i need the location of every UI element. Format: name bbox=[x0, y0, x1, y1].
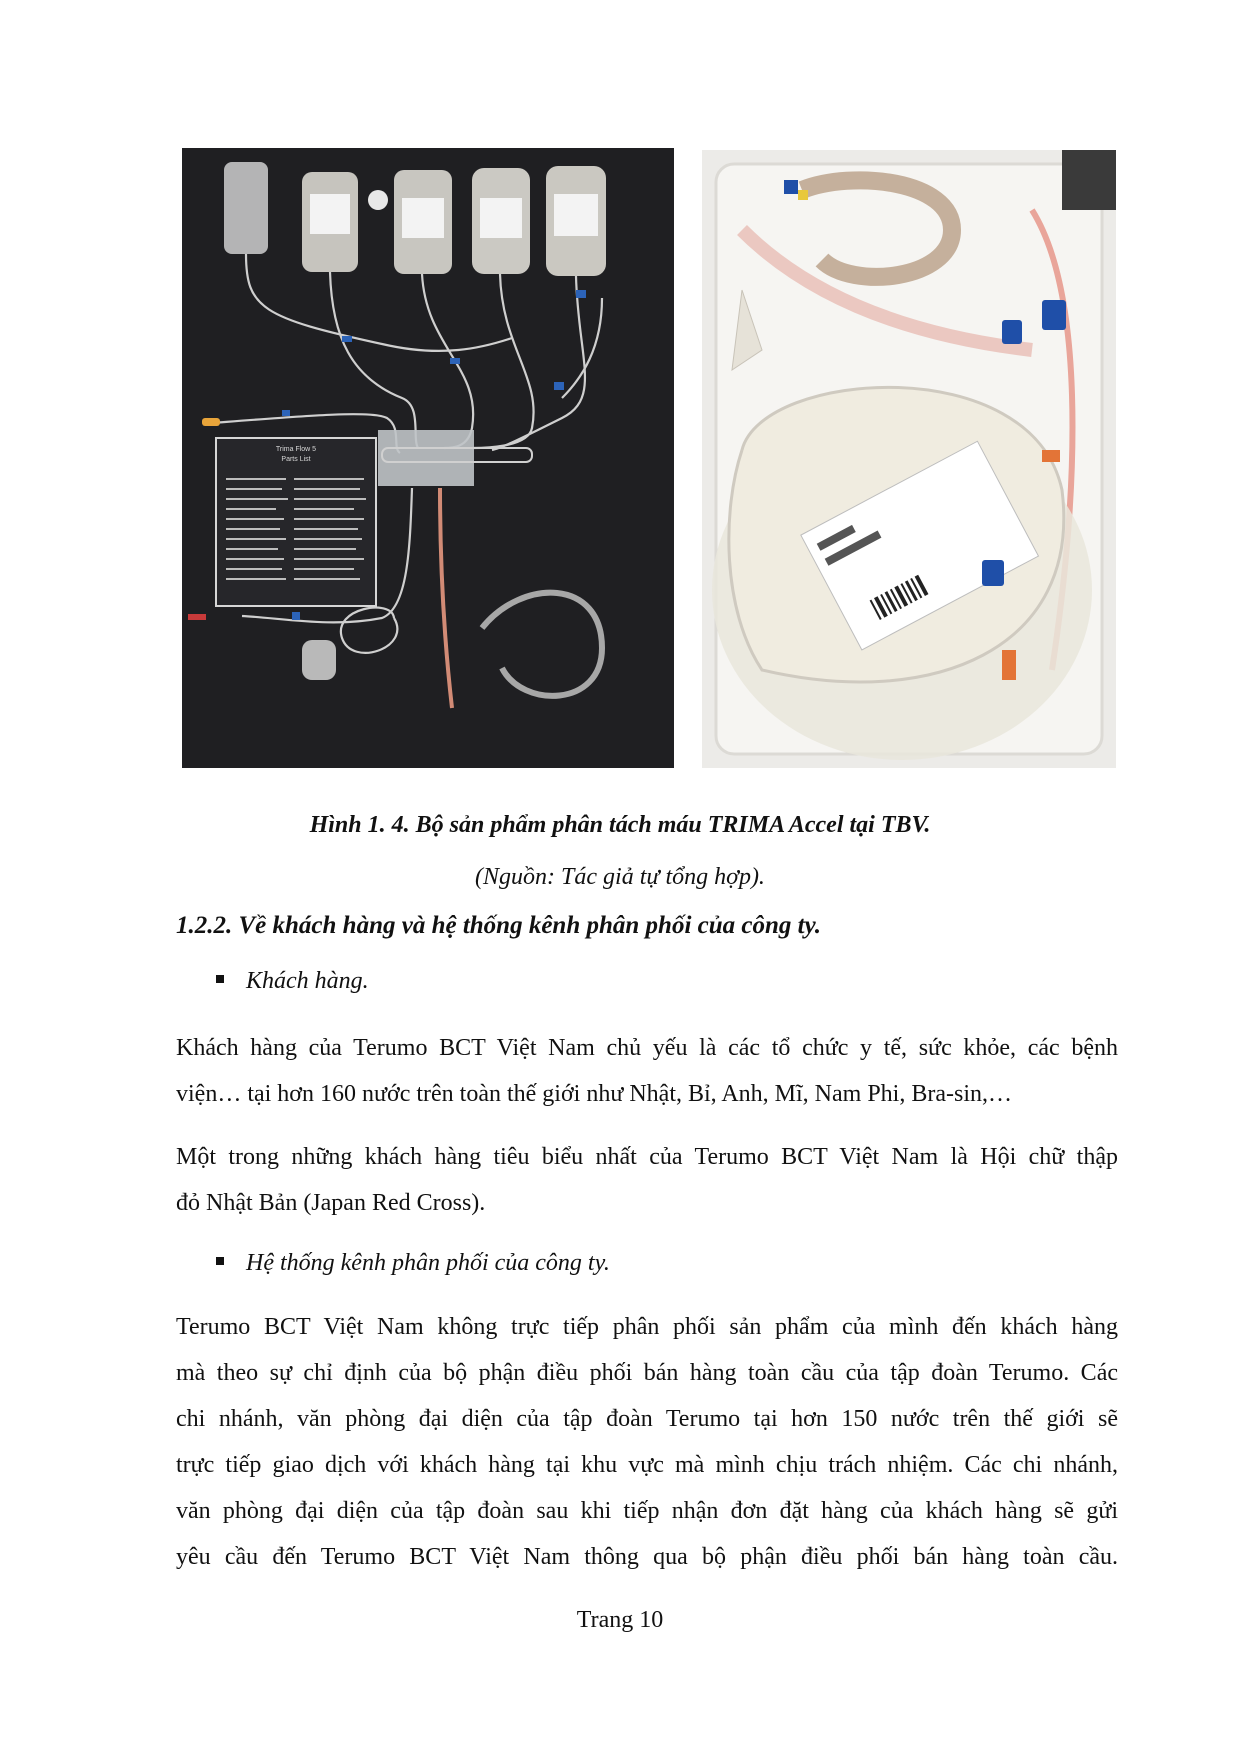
trima-set-board-photo bbox=[182, 148, 674, 768]
figure-caption: Hình 1. 4. Bộ sản phẩm phân tách máu TRIMA Accel tại TBV. bbox=[309, 812, 931, 838]
bullet-distribution-channels bbox=[216, 1250, 610, 1277]
paragraph-key-customer bbox=[176, 1134, 1118, 1226]
parts-list-card-title: Trima Flow 5 bbox=[275, 446, 317, 453]
paragraph-line: văn phòng đại diện của tập đoàn sau khi tiếp nhận đơn đặt hàng của khách hàng sẽ gửi bbox=[176, 1498, 1118, 1524]
paragraph-distribution bbox=[176, 1304, 1118, 1580]
paragraph-line: trực tiếp giao dịch với khách hàng tại khu vực mà mình chịu trách nhiệm. Các chi nhánh, bbox=[176, 1452, 1118, 1478]
square-bullet-icon bbox=[216, 1257, 224, 1265]
parts-list-card-subtitle: Parts List bbox=[281, 456, 311, 463]
paragraph-line: Khách hàng của Terumo BCT Việt Nam chủ yếu là các tổ chức y tế, sức khỏe, các bệnh bbox=[176, 1035, 1118, 1061]
paragraph-line: mà theo sự chỉ định của bộ phận điều phối bán hàng toàn cầu của tập đoàn Terumo. Các bbox=[176, 1360, 1118, 1386]
paragraph-line: Một trong những khách hàng tiêu biểu nhất của Terumo BCT Việt Nam là Hội chữ thập bbox=[176, 1144, 1118, 1170]
figure-source-note: (Nguồn: Tác giả tự tổng hợp). bbox=[475, 864, 765, 890]
paragraph-line: viện… tại hơn 160 nước trên toàn thế giới như Nhật, Bỉ, Anh, Mĩ, Nam Phi, Bra-sin,… bbox=[176, 1081, 1013, 1107]
paragraph-customers bbox=[176, 1025, 1118, 1117]
bullet-channels-label: Hệ thống kênh phân phối của công ty. bbox=[246, 1250, 610, 1276]
bullet-customers-label: Khách hàng. bbox=[246, 968, 369, 994]
packaged-set-tray-photo bbox=[702, 150, 1116, 768]
paragraph-line: chi nhánh, văn phòng đại diện của tập đoàn Terumo tại hơn 150 nước trên thế giới sẽ bbox=[176, 1406, 1118, 1432]
paragraph-line: yêu cầu đến Terumo BCT Việt Nam thông qua bộ phận điều phối bán hàng toàn cầu. bbox=[176, 1544, 1118, 1570]
packaged-set-illustration bbox=[702, 150, 1116, 768]
paragraph-line: đỏ Nhật Bản (Japan Red Cross). bbox=[176, 1190, 486, 1216]
bullet-customers bbox=[216, 968, 369, 995]
page-number: Trang 10 bbox=[576, 1607, 664, 1633]
paragraph-line: Terumo BCT Việt Nam không trực tiếp phân phối sản phẩm của mình đến khách hàng bbox=[176, 1314, 1118, 1340]
section-heading: 1.2.2. Về khách hàng và hệ thống kênh phân phối của công ty. bbox=[176, 912, 822, 939]
square-bullet-icon bbox=[216, 975, 224, 983]
